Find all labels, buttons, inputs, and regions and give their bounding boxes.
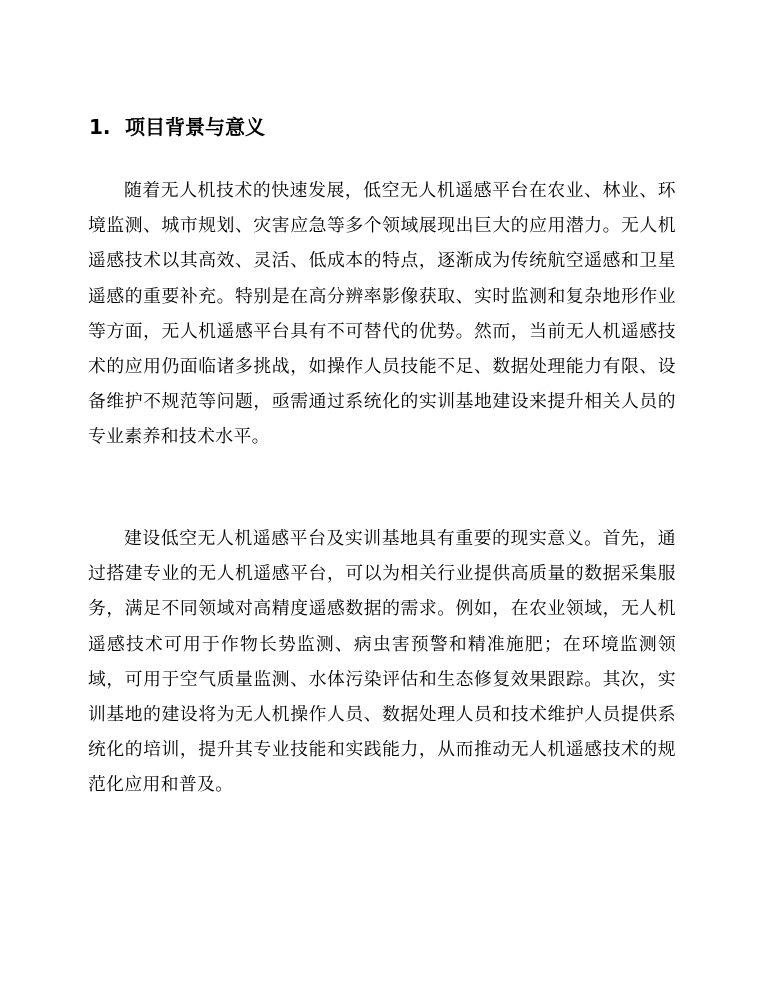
section-title: 项目背景与意义: [125, 115, 265, 139]
section-number: 1.: [89, 115, 111, 139]
section-heading: [89, 112, 265, 142]
paragraph-background: 随着无人机技术的快速发展，低空无人机遥感平台在农业、林业、环境监测、城市规划、灾害应急等多个领域展现出巨大的应用潜力。无人机遥感技术以其高效、灵活、低成本的特点，逐渐成为传统航空遥感和卫星遥感的重要补充。特别是在高分辨率影像获取、实时监测和复杂地形作业等方面，无人机遥感平台具有不可替代的优势。然而，当前无人机遥感技术的应用仍面临诸多挑战，如操作人员技能不足、数据处理能力有限、设备维护不规范等问题，亟需通过系统化的实训基地建设来提升相关人员的专业素养和技术水平。: [88, 180, 676, 448]
paragraph-significance: 建设低空无人机遥感平台及实训基地具有重要的现实意义。首先，通过搭建专业的无人机遥感平台，可以为相关行业提供高质量的数据采集服务，满足不同领域对高精度遥感数据的需求。例如，在农业领域，无人机遥感技术可用于作物长势监测、病虫害预警和精准施肥；在环境监测领域，可用于空气质量监测、水体污染评估和生态修复效果跟踪。其次，实训基地的建设将为无人机操作人员、数据处理人员和技术维护人员提供系统化的培训，提升其专业技能和实践能力，从而推动无人机遥感技术的规范化应用和普及。: [88, 528, 676, 796]
